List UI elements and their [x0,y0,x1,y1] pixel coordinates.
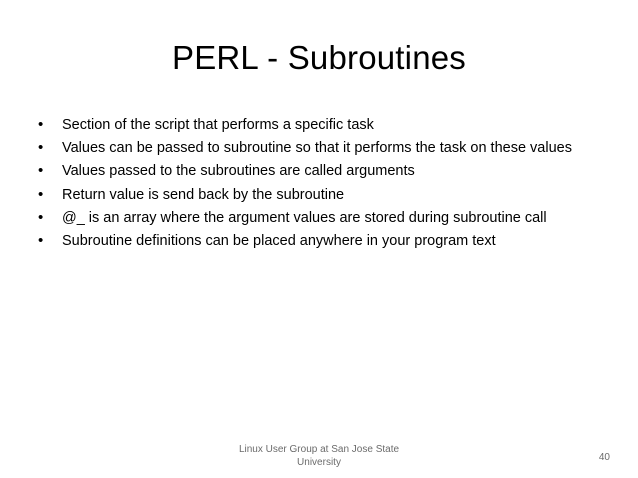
footer-text [219,443,419,469]
page-number: 40 [598,452,610,463]
bullet-text: Values passed to the subroutines are called arguments [62,163,415,180]
bullet-icon: • [38,162,44,180]
bullet-item [38,138,618,161]
footer-line-1: Linux User Group at San Jose State [238,444,400,455]
bullet-item [38,161,618,184]
bullet-list [38,115,618,254]
bullet-item [38,115,618,138]
bullet-icon: • [38,139,44,157]
slide-title: PERL - Subroutines [171,39,467,76]
bullet-text: Subroutine definitions can be placed anywhere in your program text [62,232,496,249]
bullet-item [38,231,618,254]
bullet-item [38,208,618,231]
bullet-text: @_ is an array where the argument values are stored during subroutine call [62,209,547,226]
bullet-icon: • [38,116,44,133]
bullet-icon: • [38,231,44,249]
bullet-item [38,185,618,208]
bullet-text: Return value is send back by the subroutine [62,186,345,203]
bullet-icon: • [38,185,44,203]
bullet-text: Section of the script that performs a specific task [62,117,374,133]
bullet-icon: • [38,208,44,226]
bullet-text: Values can be passed to subroutine so that it performs the task on these values [62,140,572,157]
footer-line-2: University [297,457,341,468]
